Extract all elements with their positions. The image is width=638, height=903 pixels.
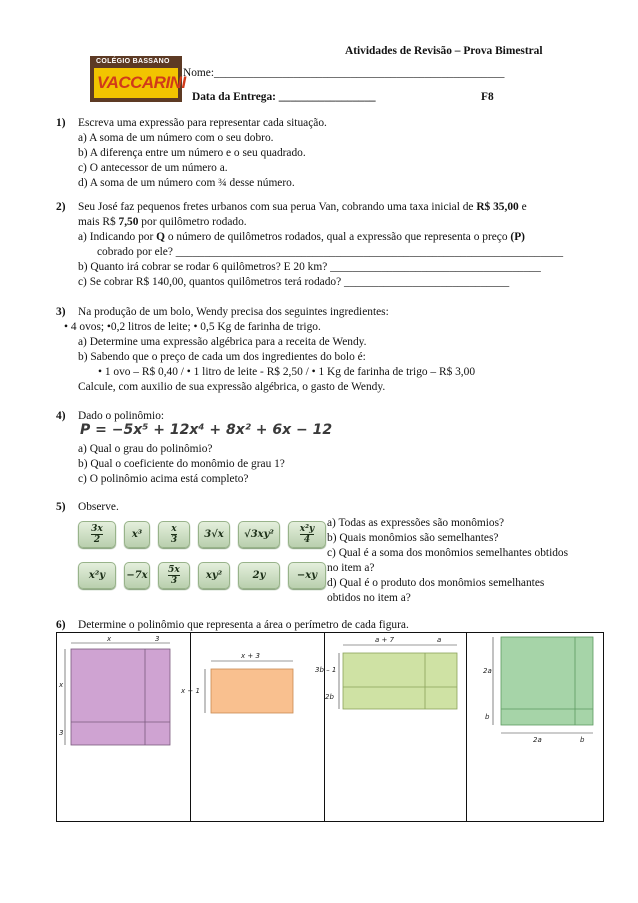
q6-text: Determine o polinômio que representa a área o perímetro de cada figura.: [78, 619, 409, 631]
q5-item-b: b) Quais monômios são semelhantes?: [327, 532, 499, 544]
monomial-tile: x²y: [78, 562, 116, 589]
q1-item-a: a) A soma de um número com o seu dobro.: [78, 132, 274, 144]
fig2-side-label: x + 1: [181, 687, 200, 695]
q3-number: 3): [56, 306, 66, 318]
monomial-tile: 2y: [238, 562, 280, 589]
fig3-side-3b-label: 3b – 1: [315, 666, 337, 674]
logo-top-text: COLÉGIO BASSANO: [96, 58, 170, 65]
date-field[interactable]: Data da Entrega: _________________: [192, 91, 376, 103]
form-code: F8: [481, 91, 494, 103]
q3-calc: Calcule, com auxilio de sua expressão algébrica, o gasto de Wendy.: [78, 381, 386, 393]
q1-item-b: b) A diferença entre um número e o seu quadrado.: [78, 147, 306, 159]
q1-item-c: c) O antecessor de um número a.: [78, 162, 228, 174]
monomial-tile: √3xy²: [238, 521, 280, 548]
name-field[interactable]: Nome:___________________________________________________: [183, 67, 505, 79]
monomial-tile: $\frac{3x}{2}$: [78, 521, 116, 548]
q2-item-a-answer[interactable]: cobrado por ele? ____________________________________________________________________: [97, 246, 564, 258]
monomial-tile: −7x: [124, 562, 150, 589]
q4-item-a: a) Qual o grau do polinômio?: [78, 443, 213, 455]
q2-number: 2): [56, 201, 66, 213]
polynomial-formula: P = −5x⁵ + 12x⁴ + 8x² + 6x − 12: [80, 422, 333, 438]
q1-item-d: d) A soma de um número com ¾ desse número.: [78, 177, 295, 189]
q5-text: Observe.: [78, 501, 119, 513]
q2-item-c[interactable]: c) Se cobrar R$ 140,00, quantos quilômetros terá rodado? _____________________________: [78, 276, 510, 288]
q3-prices: • 1 ovo – R$ 0,40 / • 1 litro de leite - R$ 2,50 / • 1 Kg de farinha de trigo – R$ 3,00: [98, 366, 476, 378]
q3-ingredients: • 4 ovos; •0,2 litros de leite; • 0,5 Kg de farinha de trigo.: [64, 321, 321, 333]
figure-3-cell: [315, 633, 467, 821]
q5-item-d: d) Qual é o produto dos monômios semelhantes: [327, 577, 545, 589]
fig4-side-b-label: b: [485, 713, 490, 721]
q4-item-b: b) Qual o coeficiente do monômio de grau 1?: [78, 458, 285, 470]
monomial-tile: −xy: [288, 562, 326, 589]
q5-item-a: a) Todas as expressões são monômios?: [327, 517, 505, 529]
school-logo: [90, 56, 186, 102]
monomial-tile: $\frac{5x}{3}$: [158, 562, 190, 589]
q2-item-a: a) Indicando por Q o número de quilômetros rodados, qual a expressão que representa o preço (P): [78, 231, 525, 243]
q1-number: 1): [56, 117, 66, 129]
q4-item-c: c) O polinômio acima está completo?: [78, 473, 249, 485]
q5-item-c: c) Qual é a soma dos monômios semelhantes obtidos: [327, 547, 569, 559]
page-title: Atividades de Revisão – Prova Bimestral: [345, 45, 543, 57]
fig3-top-a7-label: a + 7: [375, 636, 395, 644]
q2-text-line1: Seu José faz pequenos fretes urbanos com sua perua Van, cobrando uma taxa inicial de R$ 35,00 e: [78, 201, 527, 213]
figure-4-cell: [467, 633, 603, 821]
fig1-side-3-label: 3: [59, 729, 64, 737]
fig3-top-a-label: a: [437, 636, 442, 644]
figures-table: [56, 632, 604, 822]
q3-item-b: b) Sabendo que o preço de cada um dos ingredientes do bolo é:: [78, 351, 366, 363]
q5-number: 5): [56, 501, 66, 513]
q2-text-line2: mais R$ 7,50 por quilômetro rodado.: [78, 216, 247, 228]
q3-item-a: a) Determine uma expressão algébrica para a receita de Wendy.: [78, 336, 367, 348]
fig4-bottom-2a-label: 2a: [533, 736, 542, 744]
q5-item-c-cont: no item a?: [327, 562, 375, 574]
q2-item-b[interactable]: b) Quanto irá cobrar se rodar 6 quilômetros? E 20 km? _____________________________________: [78, 261, 541, 273]
fig4-bottom-b-label: b: [580, 736, 585, 744]
logo-main-text: VACCARINI: [97, 73, 186, 92]
monomial-tile: $\frac{\text{x²y}}{4}$: [288, 521, 326, 548]
monomial-tile: x³: [124, 521, 150, 548]
q5-item-d-cont: obtidos no item a?: [327, 592, 411, 604]
q6-number: 6): [56, 619, 66, 631]
q4-number: 4): [56, 410, 66, 422]
q1-text: Escreva uma expressão para representar cada situação.: [78, 117, 327, 129]
monomial-tile: $\frac{x}{3}$: [158, 521, 190, 548]
figure-2-cell: [181, 633, 325, 821]
monomial-tile: 3√x: [198, 521, 230, 548]
q3-text: Na produção de um bolo, Wendy precisa dos seguintes ingredientes:: [78, 306, 389, 318]
q4-text: Dado o polinômio:: [78, 410, 165, 422]
fig1-side-x-label: x: [59, 681, 64, 689]
figure-1-cell: [57, 633, 191, 821]
fig1-top-x-label: x: [107, 635, 112, 643]
fig1-top-3-label: 3: [155, 635, 160, 643]
fig2-top-label: x + 3: [241, 652, 260, 660]
fig4-side-2a-label: 2a: [483, 667, 492, 675]
fig3-side-2b-label: 2b: [325, 693, 334, 701]
monomial-tile: xy²: [198, 562, 230, 589]
